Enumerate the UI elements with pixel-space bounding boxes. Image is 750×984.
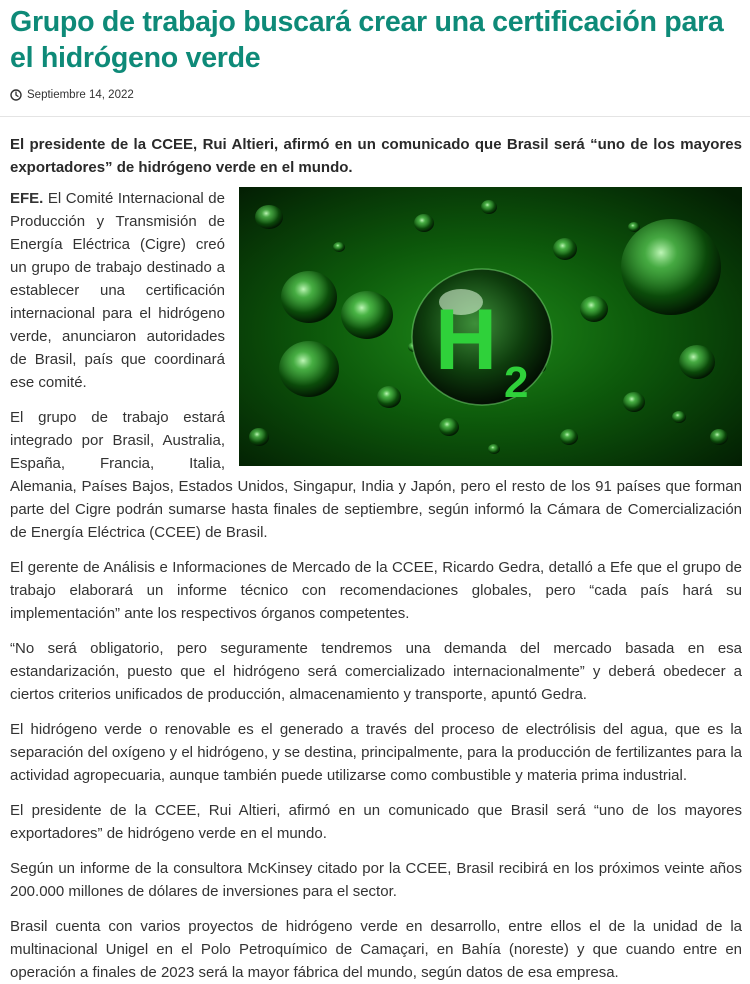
- paragraph-5: El hidrógeno verde o renovable es el generado a través del proceso de electrólisis del agua, que es la separación del oxígeno y el hidrógeno, y se destina, principalmente, para la producción de fertilizantes para la actividad agropecuaria, aunque también puede utilizarse como combustible y materia prima industrial.: [10, 721, 742, 784]
- paragraph-3: El gerente de Análisis e Informaciones de Mercado de la CCEE, Ricardo Gedra, detalló a Efe que el grupo de trabajo elaborará un informe técnico con recomendaciones globales, pero “cada país hará su implementación” ante los respectivos órganos competentes.: [10, 559, 742, 622]
- article-meta: [10, 86, 742, 104]
- article-body: [10, 187, 742, 984]
- paragraph-4: “No será obligatorio, pero seguramente tendremos una demanda del mercado basada en esa estandarización, puesto que el hidrógeno será comercializado internacionalmente” y deberá obedecer a ciertos criterios unificados de producción, almacenamiento y transporte, apuntó Gedra.: [10, 640, 742, 703]
- h2-subscript: 2: [504, 358, 529, 407]
- paragraph-8: Brasil cuenta con varios proyectos de hidrógeno verde en desarrollo, entre ellos el de la unidad de la multinacional Unigel en el Polo Petroquímico de Camaçari, en Bahía (noreste) y que cuando entre en operación a finales de 2023 será la mayor fábrica del mundo, según datos de esa empresa.: [10, 918, 742, 981]
- paragraph-6: El presidente de la CCEE, Rui Altieri, afirmó en un comunicado que Brasil será “uno de los mayores exportadores” de hidrógeno verde en el mundo.: [10, 802, 742, 842]
- h2-water-drops-image: [239, 187, 742, 466]
- divider: [0, 116, 750, 117]
- publish-date: Septiembre 14, 2022: [27, 89, 134, 101]
- paragraph-2: El grupo de trabajo estará integrado por Brasil, Australia, España, Francia, Italia, Alemania, Países Bajos, Estados Unidos, Singapur, India y Japón, pero el resto de los 91 países que forman parte del Cigre podrán sumarse hasta finales de septiembre, según informó la Cámara de Comercialización de Energía Eléctrica (CCEE) de Brasil.: [10, 409, 742, 541]
- paragraph-7: Según un informe de la consultora McKinsey citado por la CCEE, Brasil recibirá en los próximos veinte años 200.000 millones de dólares de inversiones para el sector.: [10, 860, 742, 900]
- article-lead: El presidente de la CCEE, Rui Altieri, afirmó en un comunicado que Brasil será “uno de los mayores exportadores” de hidrógeno verde en el mundo.: [10, 136, 742, 176]
- paragraph-1: EFE. El Comité Internacional de Producción y Transmisión de Energía Eléctrica (Cigre) creó un grupo de trabajo destinado a establecer una certificación internacional para el hidrógeno verde, anunciaron autoridades de Brasil, país que coordinará ese comité.: [10, 190, 225, 391]
- article-title: Grupo de trabajo buscará crear una certificación para el hidrógeno verde: [10, 6, 724, 74]
- clock-icon: [10, 89, 22, 101]
- h2-symbol: H: [435, 292, 498, 388]
- source-tag: EFE.: [10, 190, 44, 207]
